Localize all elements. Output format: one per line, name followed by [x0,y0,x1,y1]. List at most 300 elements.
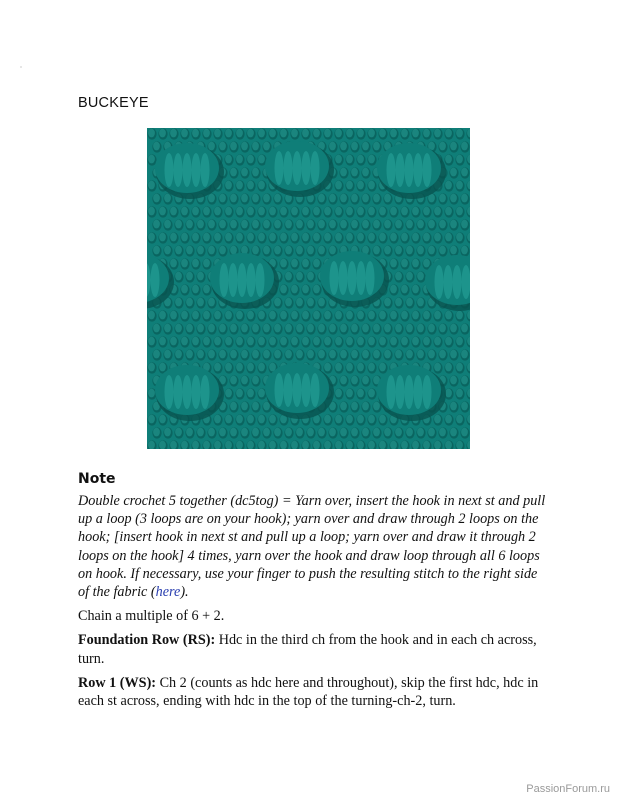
stitch [291,311,298,320]
stitch [153,350,160,359]
stitch [225,129,232,138]
stitch [335,207,342,216]
stitch [340,376,347,385]
stitch [335,363,342,372]
stitch [285,220,292,229]
stitch [324,207,331,216]
puff-strand [174,153,183,187]
stitch [153,324,160,333]
stitch [291,337,298,346]
stitch [362,376,369,385]
puff-strand [183,375,192,409]
stitch [230,402,237,411]
stitch [346,337,353,346]
stitch [186,324,193,333]
stitch [384,220,391,229]
page-title: BUCKEYE [78,95,149,111]
stitch [340,220,347,229]
stitch [379,363,386,372]
stitch [362,350,369,359]
stitch [340,350,347,359]
stitch [384,428,391,437]
stitch [450,220,457,229]
stitch [417,324,424,333]
stitch [252,324,259,333]
stitch [406,272,413,281]
stitch [208,194,215,203]
stitch [192,259,199,268]
stitch [313,233,320,242]
stitch [335,129,342,138]
stitch [159,207,166,216]
stitch [186,298,193,307]
stitch [214,207,221,216]
stitch [186,272,193,281]
stitch [428,324,435,333]
stitch [434,337,441,346]
stitch [241,220,248,229]
stitch [197,350,204,359]
stitch [148,181,155,190]
stitch [401,259,408,268]
stitch [269,415,276,424]
stitch [445,155,452,164]
stitch [346,233,353,242]
stitch [236,207,243,216]
puff-strand [366,261,375,295]
stitch [269,207,276,216]
stitch [335,441,342,449]
stitch [197,272,204,281]
stitch [395,220,402,229]
stitch [357,337,364,346]
stitch [313,285,320,294]
stitch [357,233,364,242]
stitch [390,441,397,449]
stitch [335,337,342,346]
stitch [170,337,177,346]
stitch [203,129,210,138]
puff-strand [405,375,414,409]
stitch [461,376,468,385]
stitch [335,389,342,398]
stitch [406,324,413,333]
stitch [456,441,463,449]
stitch [307,428,314,437]
puff-strand [435,265,444,299]
note-body [78,492,548,601]
stitch [247,207,254,216]
puff-strand [275,151,284,185]
stitch [412,441,419,449]
stitch [175,298,182,307]
stitch [274,220,281,229]
stitch [351,142,358,151]
stitch [434,311,441,320]
stitch [296,324,303,333]
stitch [258,363,265,372]
stitch [181,207,188,216]
stitch [302,285,309,294]
puff-strand [453,265,462,299]
stitch [351,168,358,177]
stitch [324,337,331,346]
stitch [236,363,243,372]
stitch [274,324,281,333]
stitch [230,246,237,255]
stitch [247,441,254,449]
stitch [417,350,424,359]
stitch [329,428,336,437]
stitch [258,441,265,449]
stitch [219,350,226,359]
stitch [406,428,413,437]
stitch [307,272,314,281]
stitch [236,389,243,398]
row-1-text: Ch 2 (counts as hdc here and throughout), skip the first hdc, hdc in each st across, ending with hdc in the top of the turning-ch-2, turn. [78,674,539,710]
stitch [208,350,215,359]
stitch [461,194,468,203]
stitch [390,207,397,216]
stitch [230,350,237,359]
puff-strand [229,263,238,297]
stitch [362,428,369,437]
stitch [285,428,292,437]
stitch [351,194,358,203]
stitch [351,220,358,229]
stitch [450,376,457,385]
puff-strand [256,263,265,297]
stitch [412,337,419,346]
stitch [346,129,353,138]
here-link[interactable]: here [155,584,181,601]
stitch [456,337,463,346]
stitch [192,129,199,138]
stitch [159,441,166,449]
stitch [241,194,248,203]
stitch [159,363,166,372]
stitch [197,298,204,307]
stitch [434,363,441,372]
stitch [203,259,210,268]
stitch [258,337,265,346]
stitch [230,142,237,151]
puff-strand [387,153,396,187]
stitch [340,324,347,333]
stitch [357,207,364,216]
stitch [225,181,232,190]
stitch [357,129,364,138]
stitch [208,324,215,333]
stitch [434,233,441,242]
puff-strand [444,265,453,299]
stitch [280,233,287,242]
stitch [285,350,292,359]
puff-strand [414,153,423,187]
stitch [406,350,413,359]
stitch [208,298,215,307]
stitch [252,142,259,151]
stitch [192,337,199,346]
stitch [274,246,281,255]
stitch [252,220,259,229]
stitch [445,233,452,242]
stitch [351,350,358,359]
stitch [329,350,336,359]
stitch [373,402,380,411]
stitch [285,298,292,307]
stitch [192,233,199,242]
stitch [395,350,402,359]
stitch [230,324,237,333]
stitch [362,324,369,333]
stitch [445,129,452,138]
stitch [247,155,254,164]
puff-strand [284,151,293,185]
stitch [302,233,309,242]
puff-strand [275,373,284,407]
stitch [280,311,287,320]
stitch [324,311,331,320]
stitch [346,155,353,164]
stitch [186,246,193,255]
stitch [450,402,457,411]
stitch [346,389,353,398]
stitch [461,168,468,177]
stitch [280,259,287,268]
stitch [307,246,314,255]
stitch [170,259,177,268]
stitch [197,428,204,437]
stitch [445,415,452,424]
stitch [357,389,364,398]
stitch [351,402,358,411]
stitch [225,389,232,398]
stitch [357,155,364,164]
stitch [390,285,397,294]
stitch [203,285,210,294]
stitch [175,272,182,281]
stitch [313,129,320,138]
stitch [379,441,386,449]
stitch [219,428,226,437]
stitch [313,311,320,320]
stitch [291,207,298,216]
stitch [395,272,402,281]
watermark: PassionForum.ru [526,783,610,795]
stitch [357,415,364,424]
stitch [269,337,276,346]
stitch [434,441,441,449]
stitch [164,428,171,437]
stitch [170,207,177,216]
stitch [456,415,463,424]
stitch [318,194,325,203]
stitch [164,324,171,333]
stitch [346,363,353,372]
stitch [384,194,391,203]
stitch [258,207,265,216]
puff-strand [387,375,396,409]
foundation-row [78,631,548,667]
stitch [406,298,413,307]
stitch [159,415,166,424]
puff-strand [151,263,160,297]
stitch [302,129,309,138]
stitch [461,246,468,255]
stitch [252,194,259,203]
stitch [368,363,375,372]
stitch [406,246,413,255]
stitch [302,311,309,320]
stitch [401,337,408,346]
stitch [456,311,463,320]
stitch [170,441,177,449]
puff-strand [423,375,432,409]
stitch [439,220,446,229]
stitch [230,220,237,229]
stitch [335,311,342,320]
stitch [423,207,430,216]
stitch [384,298,391,307]
stitch [236,415,243,424]
stitch [362,142,369,151]
stitch [269,129,276,138]
stitch [230,376,237,385]
puff-strand [201,375,210,409]
stitch [241,168,248,177]
stitch [373,324,380,333]
stitch [263,428,270,437]
stitch [186,220,193,229]
stitch [247,389,254,398]
stitch [280,207,287,216]
stitch [346,441,353,449]
stitch [445,181,452,190]
stitch [197,324,204,333]
stitch [340,402,347,411]
stitch [269,311,276,320]
stitch [368,207,375,216]
stitch [373,194,380,203]
stitch [192,207,199,216]
stitch [186,350,193,359]
stitch [445,337,452,346]
stitch [373,428,380,437]
stitch [214,415,221,424]
stitch [357,311,364,320]
stitch [148,233,155,242]
stitch [148,311,155,320]
stitch [208,246,215,255]
stitch [461,324,468,333]
puff-strand [414,375,423,409]
stitch [219,220,226,229]
stitch [181,259,188,268]
stitch [313,207,320,216]
stitch [225,363,232,372]
stitch [307,220,314,229]
puff-strand [293,373,302,407]
stitch [428,220,435,229]
stitch [296,428,303,437]
stitch [346,207,353,216]
stitch [379,207,386,216]
stitch [335,415,342,424]
stitch [307,350,314,359]
stitch [247,337,254,346]
stitch [368,181,375,190]
stitch [159,233,166,242]
stitch [159,337,166,346]
stitch [219,142,226,151]
stitch [318,246,325,255]
stitch [423,233,430,242]
scan-speck [20,66,22,68]
stitch [423,259,430,268]
stitch [445,389,452,398]
stitch [181,129,188,138]
stitch [291,441,298,449]
puff-strand [330,261,339,295]
stitch [329,324,336,333]
stitch [148,389,155,398]
stitch [247,311,254,320]
stitch [456,181,463,190]
stitch [285,324,292,333]
stitch [252,402,259,411]
stitch [456,155,463,164]
stitch [175,350,182,359]
stitch [280,441,287,449]
stitch [362,194,369,203]
stitch [280,129,287,138]
stitch [461,428,468,437]
stitch [241,324,248,333]
stitch [461,350,468,359]
puff-strand [293,151,302,185]
stitch [159,311,166,320]
stitch [236,441,243,449]
stitch [368,233,375,242]
stitch [258,155,265,164]
puff-strand [357,261,366,295]
stitch [346,181,353,190]
stitch [351,428,358,437]
stitch [225,415,232,424]
note-text-end: ). [180,584,189,601]
stitch [313,259,320,268]
stitch [241,428,248,437]
stitch [324,441,331,449]
stitch [269,441,276,449]
stitch [219,324,226,333]
stitch [395,298,402,307]
stitch [417,220,424,229]
stitch [307,298,314,307]
stitch [340,142,347,151]
stitch [164,220,171,229]
stitch [423,129,430,138]
stitch [291,233,298,242]
stitch [225,337,232,346]
stitch [428,428,435,437]
stitch [318,324,325,333]
row-1 [78,674,548,710]
puff-strand [192,375,201,409]
crochet-swatch-image [147,128,470,449]
stitch [450,350,457,359]
